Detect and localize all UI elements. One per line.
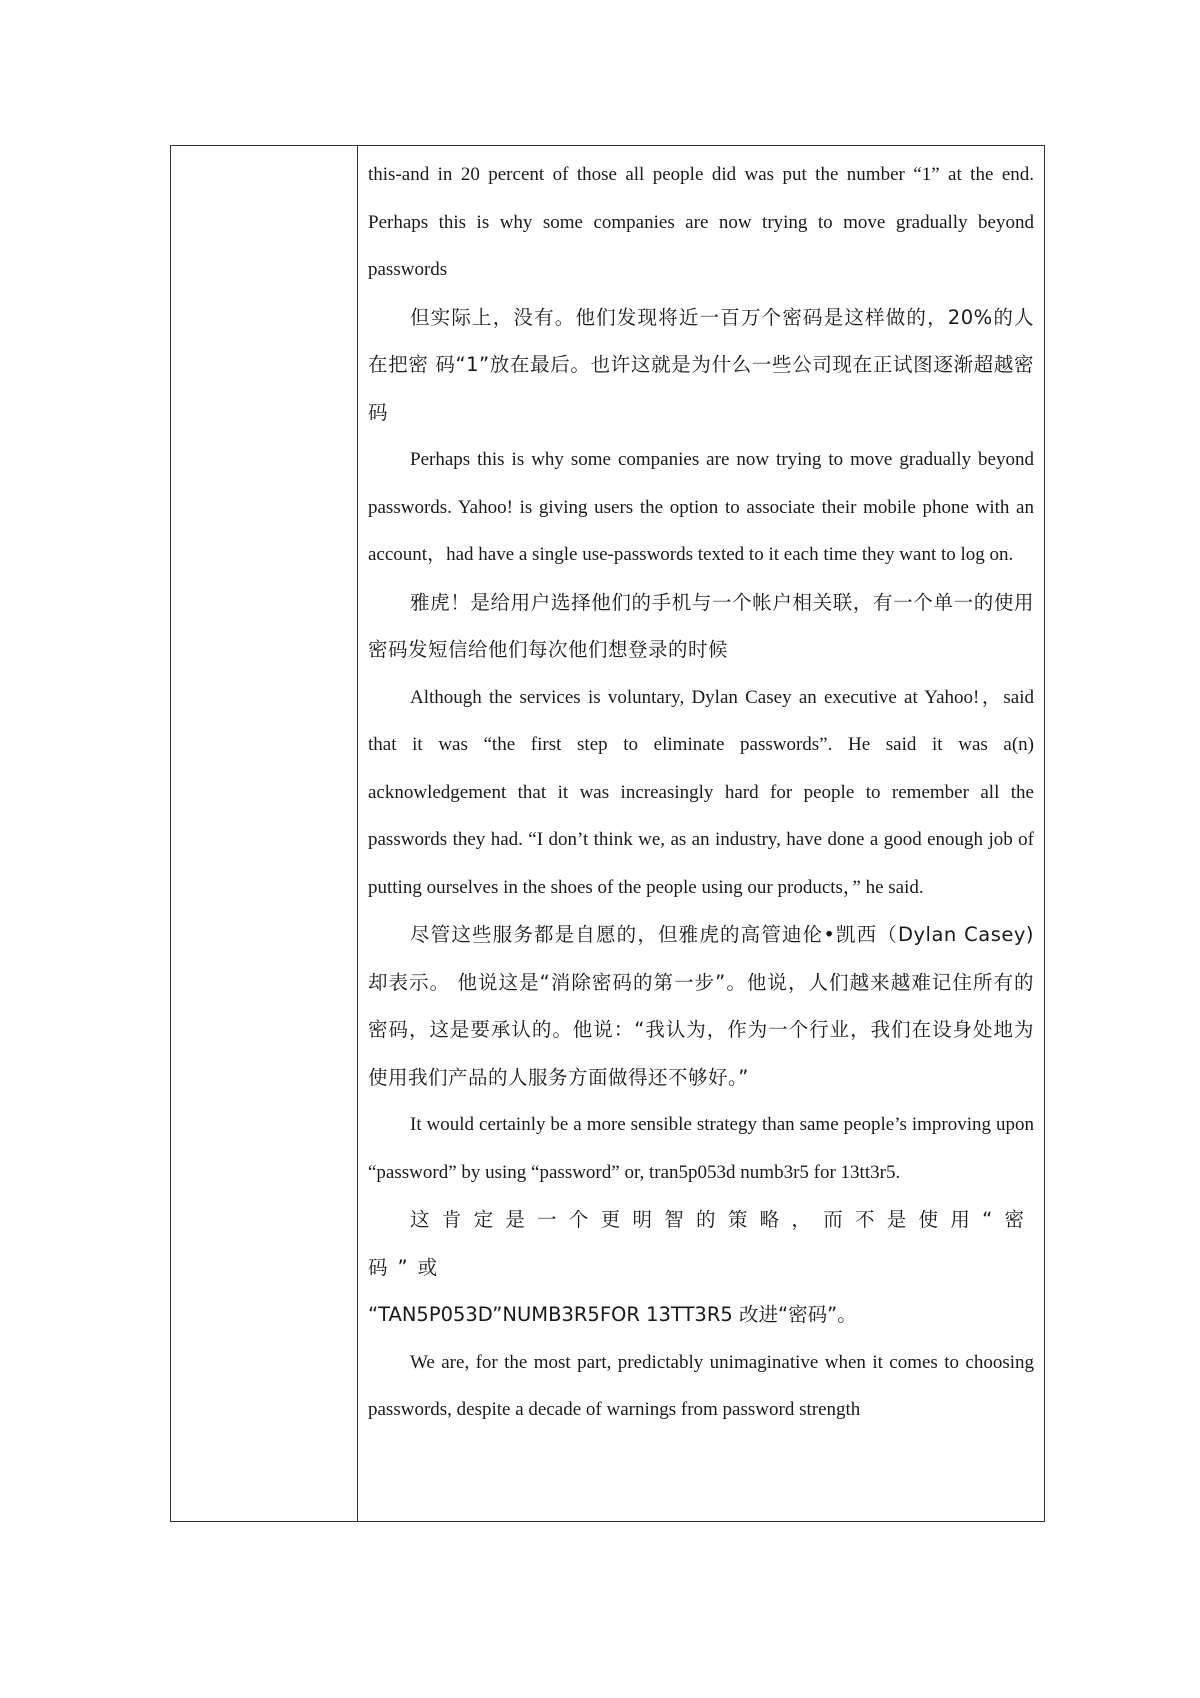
paragraph-zh-4 xyxy=(368,1196,1034,1339)
paragraph-zh-1: 但实际上，没有。他们发现将近一百万个密码是这样做的，20%的人在把密 码“1”放在最后。也许这就是为什么一些公司现在正试图逐渐超越密码 xyxy=(368,305,1034,424)
table-right-cell xyxy=(358,146,1044,1521)
bilingual-table xyxy=(170,145,1045,1522)
paragraph-en-1: this-and in 20 percent of those all people did was put the number “1” at the end. Perhaps this is why some companies are now trying to move gradually beyond passwords xyxy=(368,164,1034,280)
table-left-cell xyxy=(171,146,358,1521)
paragraph-en-5: We are, for the most part, predictably unimaginative when it comes to choosing passwords, despite a decade of warnings from password strength xyxy=(368,1351,1034,1420)
paragraph-en-2: Perhaps this is why some companies are now trying to move gradually beyond passwords. Yahoo! is giving users the option to associate their mobile phone with an account，had have a single use-passwords texted to it each time they want to log on. xyxy=(368,449,1034,565)
paragraph-zh-2: 雅虎！是给用户选择他们的手机与一个帐户相关联，有一个单一的使用密码发短信给他们每次他们想登录的时候 xyxy=(368,590,1034,661)
paragraph-zh-4-line-1: 这肯定是一个更明智的策略，而不是使用“密码”或 xyxy=(368,1208,1034,1279)
paragraph-zh-4-line-2: “TAN5P053D”NUMB3R5FOR 13TT3R5 改进“密码”。 xyxy=(368,1303,857,1326)
paragraph-en-3: Although the services is voluntary, Dylan Casey an executive at Yahoo!，said that it was “the first step to eliminate passwords”. He said it was a(n) acknowledgement that it was increasingly hard for people to remember all the passwords they had. “I don’t think we, as an industry, have done a good enough job of putting ourselves in the shoes of the people using our products，” he said. xyxy=(368,686,1034,898)
paragraph-zh-3: 尽管这些服务都是自愿的，但雅虎的高管迪伦•凯西（Dylan Casey)却表示。 他说这是“消除密码的第一步”。他说，人们越来越难记住所有的密码，这是要承认的。他说：“我认为，作为一个行业，我们在设身处地为使用我们产品的人服务方面做得还不够好。” xyxy=(368,923,1034,1089)
paragraph-en-4: It would certainly be a more sensible strategy than same people’s improving upon “password” by using “password” or, tran5p053d numb3r5 for 13tt3r5. xyxy=(368,1114,1034,1183)
